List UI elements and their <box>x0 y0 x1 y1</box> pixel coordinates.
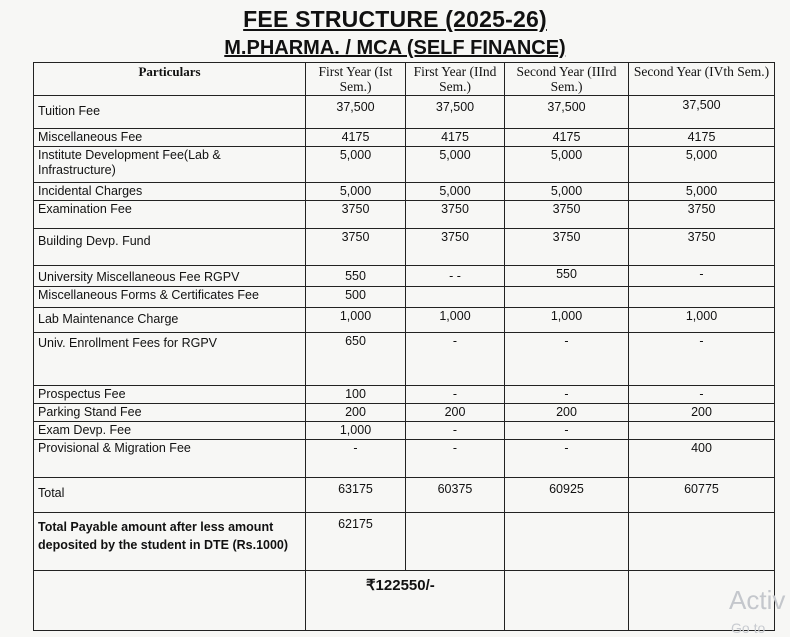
row-label: Lab Maintenance Charge <box>34 308 306 333</box>
cell-value: 650 <box>306 333 406 386</box>
total-row <box>34 478 775 513</box>
payable-row <box>34 513 775 571</box>
cell-value: 3750 <box>629 229 775 266</box>
grand-total-row <box>34 571 775 631</box>
cell-value: 550 <box>306 266 406 287</box>
cell-value: 400 <box>629 440 775 478</box>
grand-total-value: ₹122550/- <box>366 577 435 594</box>
cell-value: 37,500 <box>306 96 406 129</box>
cell-value: - <box>306 440 406 478</box>
header-second-year-sem3: Second Year (IIIrd Sem.) <box>505 63 629 96</box>
cell-value: - <box>505 440 629 478</box>
cell-value: 3750 <box>505 229 629 266</box>
table-header-row <box>34 63 775 96</box>
cell-value: 5,000 <box>505 183 629 201</box>
table-row <box>34 266 775 287</box>
header-particulars: Particulars <box>34 63 306 96</box>
cell-value: 3750 <box>505 201 629 229</box>
table-row <box>34 201 775 229</box>
cell-value: 5,000 <box>306 147 406 183</box>
cell-value: - <box>629 266 775 287</box>
header-first-year-sem2: First Year (IInd Sem.) <box>406 63 505 96</box>
cell-value <box>629 513 775 571</box>
cell-value: 3750 <box>406 201 505 229</box>
row-label: Prospectus Fee <box>34 386 306 404</box>
cell-value: 1,000 <box>406 308 505 333</box>
cell-value: - <box>406 422 505 440</box>
row-label: Total <box>34 478 306 513</box>
cell-value: 500 <box>306 287 406 308</box>
cell-value: 60775 <box>629 478 775 513</box>
cell-value: 200 <box>629 404 775 422</box>
cell-value: 60375 <box>406 478 505 513</box>
cell-value <box>629 422 775 440</box>
cell-value: 100 <box>306 386 406 404</box>
table-row <box>34 229 775 266</box>
cell-value: 5,000 <box>306 183 406 201</box>
cell-value: 1,000 <box>629 308 775 333</box>
table-row <box>34 129 775 147</box>
cell-value: 60925 <box>505 478 629 513</box>
cell-value: 550 <box>505 266 629 287</box>
cell-value: 5,000 <box>406 147 505 183</box>
fee-table <box>33 62 775 631</box>
cell-value: - <box>629 333 775 386</box>
row-label: Building Devp. Fund <box>34 229 306 266</box>
table-row <box>34 333 775 386</box>
cell-value: - <box>505 422 629 440</box>
table-row <box>34 386 775 404</box>
header-second-year-sem4: Second Year (IVth Sem.) <box>629 63 775 96</box>
cell-value: 37,500 <box>629 96 775 129</box>
cell-value: 37,500 <box>406 96 505 129</box>
activation-watermark: Activ <box>729 585 786 615</box>
cell-value <box>406 513 505 571</box>
table-row <box>34 440 775 478</box>
row-label: Provisional & Migration Fee <box>34 440 306 478</box>
cell-value: - - <box>406 266 505 287</box>
row-label: Parking Stand Fee <box>34 404 306 422</box>
cell-value: 4175 <box>629 129 775 147</box>
row-label: Incidental Charges <box>34 183 306 201</box>
row-label: Total Payable amount after less amount deposited by the student in DTE (Rs.1000) <box>34 513 306 571</box>
cell-value: 37,500 <box>505 96 629 129</box>
empty-cell <box>505 571 629 631</box>
cell-value: - <box>406 386 505 404</box>
activation-watermark-sub: Go to <box>731 620 766 636</box>
table-row <box>34 422 775 440</box>
document-title: FEE STRUCTURE (2025-26) <box>243 6 547 32</box>
row-label: Exam Devp. Fee <box>34 422 306 440</box>
row-label: Miscellaneous Forms & Certificates Fee <box>34 287 306 308</box>
row-label: Univ. Enrollment Fees for RGPV <box>34 333 306 386</box>
cell-value <box>505 287 629 308</box>
cell-value: 5,000 <box>629 147 775 183</box>
row-label: Tuition Fee <box>34 96 306 129</box>
cell-value: 62175 <box>306 513 406 571</box>
grand-total-empty-label <box>34 571 306 631</box>
cell-value <box>406 287 505 308</box>
cell-value: 63175 <box>306 478 406 513</box>
cell-value: 200 <box>406 404 505 422</box>
cell-value <box>505 513 629 571</box>
cell-value: - <box>629 386 775 404</box>
cell-value: 4175 <box>406 129 505 147</box>
cell-value: 5,000 <box>629 183 775 201</box>
table-row <box>34 287 775 308</box>
cell-value: 1,000 <box>306 308 406 333</box>
cell-value: 3750 <box>306 201 406 229</box>
cell-value: - <box>406 333 505 386</box>
table-row <box>34 96 775 129</box>
cell-value: 3750 <box>406 229 505 266</box>
table-row <box>34 308 775 333</box>
row-label: Examination Fee <box>34 201 306 229</box>
cell-value: 4175 <box>505 129 629 147</box>
cell-value: - <box>505 333 629 386</box>
cell-value: 1,000 <box>505 308 629 333</box>
table-row <box>34 404 775 422</box>
cell-value <box>629 287 775 308</box>
row-label: University Miscellaneous Fee RGPV <box>34 266 306 287</box>
cell-value: 200 <box>306 404 406 422</box>
table-row <box>34 147 775 183</box>
cell-value: - <box>505 386 629 404</box>
cell-value: 1,000 <box>306 422 406 440</box>
row-label: Institute Development Fee(Lab & Infrastructure) <box>34 147 306 183</box>
header-first-year-sem1: First Year (Ist Sem.) <box>306 63 406 96</box>
document-subtitle: M.PHARMA. / MCA (SELF FINANCE) <box>224 37 566 59</box>
cell-value: 3750 <box>306 229 406 266</box>
cell-value: 5,000 <box>406 183 505 201</box>
grand-total-cell <box>306 571 505 631</box>
cell-value: 200 <box>505 404 629 422</box>
row-label: Miscellaneous Fee <box>34 129 306 147</box>
cell-value: 4175 <box>306 129 406 147</box>
cell-value: 5,000 <box>505 147 629 183</box>
cell-value: 3750 <box>629 201 775 229</box>
table-row <box>34 183 775 201</box>
cell-value: - <box>406 440 505 478</box>
